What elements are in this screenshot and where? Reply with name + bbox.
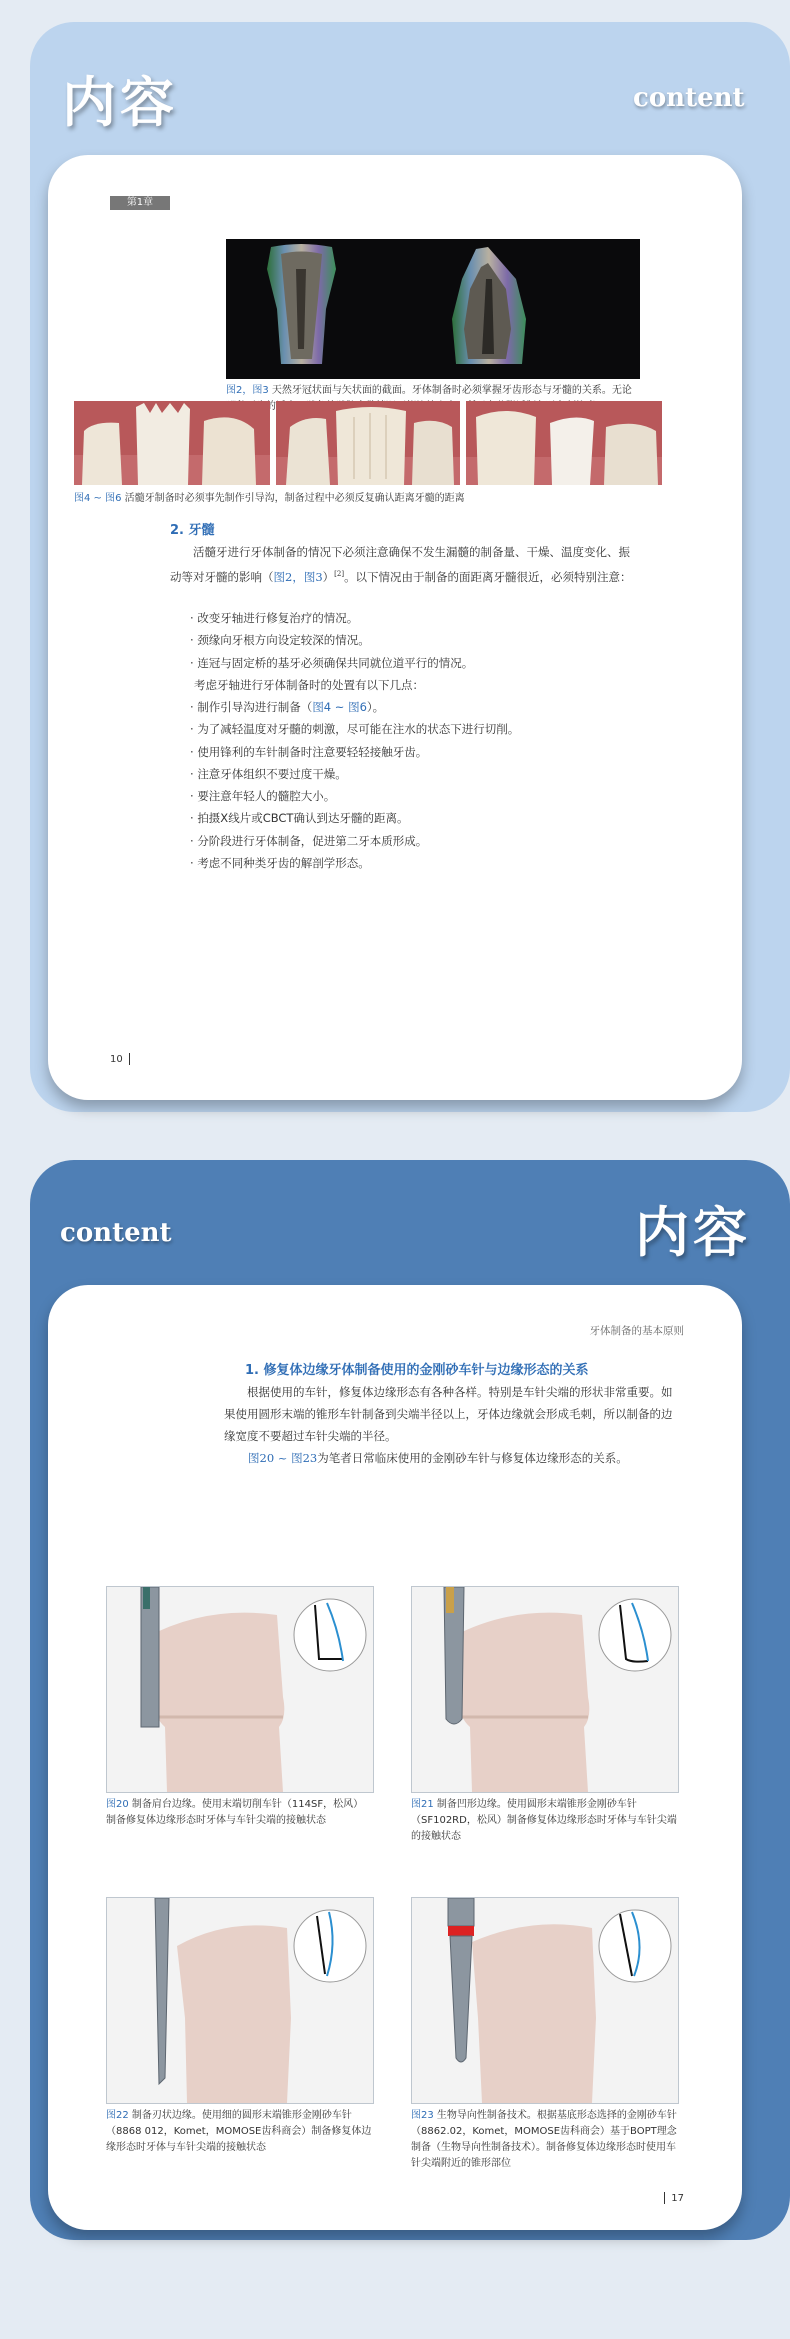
figure-ref-22: 图22: [106, 2110, 129, 2121]
bur-tooth-illustration-20: [107, 1587, 373, 1792]
list-item-text: ）。: [366, 700, 385, 714]
para-text: 为笔者日常临床使用的金刚砂车针与修复体边缘形态的关系。: [317, 1451, 628, 1465]
body-paragraph-pulp: [170, 541, 632, 588]
para-figure-ref: 图20 ~ 图23: [248, 1451, 318, 1465]
list-item: · 连冠与固定桥的基牙必须确保共同就位道平行的情况。: [190, 652, 473, 674]
para-text-b: ）: [322, 569, 335, 584]
body-paragraph-measures: 考虑牙轴进行牙体制备时的处置有以下几点：: [194, 678, 424, 692]
header-title-bottom: 内容: [635, 1200, 751, 1264]
list-item: · 考虑不同种类牙齿的解剖学形态。: [190, 852, 519, 874]
figure-23: [411, 1897, 679, 2104]
measures-list: [190, 696, 519, 874]
attention-list: [190, 607, 473, 674]
clinical-photo-5: [276, 401, 460, 485]
body-paragraph-figures: [248, 1447, 678, 1469]
list-item: · 为了减轻温度对牙髓的刺激，尽可能在注水的状态下进行切削。: [190, 718, 519, 740]
bur-tooth-illustration-23: [412, 1898, 678, 2103]
clinical-photo-6: [466, 401, 662, 485]
figure-caption-text-20: 制备肩台边缘。使用末端切削车针（114SF，松风）制备修复体边缘形态时牙体与车针尖端的接触状态: [106, 1799, 364, 1826]
figure-caption-23: [411, 2108, 677, 2172]
figure-ref-20: 图20: [106, 1799, 129, 1810]
figure-caption-20: [106, 1797, 372, 1829]
bur-tooth-illustration-22: [107, 1898, 373, 2103]
figure-22: [106, 1897, 374, 2104]
figure-caption-4-6: [74, 491, 664, 507]
clinical-photo-4: [74, 401, 270, 485]
citation-superscript: [2]: [334, 570, 345, 578]
figure-20: [106, 1586, 374, 1793]
page-number-text: 17: [671, 2193, 684, 2204]
chapter-tag: 第1章: [110, 196, 170, 210]
page-number-text: 10: [110, 1054, 123, 1065]
list-item: · 分阶段进行牙体制备，促进第二牙本质形成。: [190, 830, 519, 852]
figure-caption-text-22: 制备刃状边缘。使用细的圆形末端锥形金刚砂车针（8868 012，Komet，MOMOSE齿科商会）制备修复体边缘形态时牙体与车针尖端的接触状态: [106, 2110, 372, 2153]
list-item: · 拍摄X线片或CBCT确认到达牙髓的距离。: [190, 807, 519, 829]
list-item-text: 制作引导沟进行制备（: [197, 700, 313, 714]
list-item: [190, 696, 519, 718]
section-title-bur: 1. 修复体边缘牙体制备使用的金刚砂车针与边缘形态的关系: [245, 1363, 589, 1378]
tooth-section-illustration: [226, 239, 640, 379]
figure-caption-text-4-6: 活髓牙制备时必须事先制作引导沟，制备过程中必须反复确认距离牙髓的距离: [124, 493, 465, 504]
figure-caption-text-2-3: 天然牙冠状面与矢状面的截面。牙体制备时必须掌握牙齿形态与牙髓的关系。无论哪种牙齿的近中，髓 ，: [226, 385, 632, 412]
header-title-top: 内容: [62, 70, 178, 134]
figure-caption-22: [106, 2108, 372, 2156]
figure-caption-text-23: 生物导向性制备技术。根据基底形态选择的金刚砂车针（8862.02，Komet，MOMOSE齿科商会）基于BOPT理念制备（生物导向性制备技术）。制备修复体边缘形态时使用车针尖端附近的锥形部位: [411, 2110, 677, 2169]
para-text-a: 活髓牙进行牙体制备的情况下必须注意确保不发生漏髓的制备量、干燥、温度变化、振动等对牙髓的影响（: [170, 545, 630, 584]
para-figure-ref: 图2，图3: [273, 569, 323, 584]
guide-groove-illustration-6: [466, 401, 662, 485]
list-item: · 颈缘向牙根方向设定较深的情况。: [190, 629, 473, 651]
figure-caption-text-21: 制备凹形边缘。使用圆形末端锥形金刚砂车针（SF102RD，松风）制备修复体边缘形态时牙体与车针尖端的接触状态: [411, 1799, 677, 1842]
figure-ref-2-3: 图2，图3: [226, 385, 269, 396]
running-head: 牙体制备的基本原则: [589, 1325, 684, 1337]
figure-ref-21: 图21: [411, 1799, 434, 1810]
header-subtitle-top: content: [633, 83, 745, 113]
guide-groove-illustration-5: [276, 401, 460, 485]
header-subtitle-bottom: content: [60, 1218, 172, 1248]
list-item: · 要注意年轻人的髓腔大小。: [190, 785, 519, 807]
book-page-17: [48, 1285, 742, 2230]
page-number-10: [110, 1053, 136, 1065]
list-item-figure-ref: 图4 ~ 图6: [312, 700, 367, 714]
para-text-c: 。以下情况由于制备的面距离牙髓很近，必须特别注意：: [344, 569, 632, 584]
figure-ref-4-6: 图4 ~ 图6: [74, 493, 122, 504]
figure-21: [411, 1586, 679, 1793]
guide-groove-illustration-4: [74, 401, 270, 485]
page-number-17: [658, 2192, 684, 2204]
book-page-10: [48, 155, 742, 1100]
list-item: · 使用锋利的车针制备时注意要轻轻接触牙齿。: [190, 741, 519, 763]
list-item: · 改变牙轴进行修复治疗的情况。: [190, 607, 473, 629]
tooth-section-photo: [226, 239, 640, 379]
figure-ref-23: 图23: [411, 2110, 434, 2121]
figure-caption-21: [411, 1797, 677, 1845]
section-title-pulp: 2. 牙髓: [170, 523, 215, 538]
body-paragraph-bur: 根据使用的车针，修复体边缘形态有各种各样。特别是车针尖端的形状非常重要。如果使用圆形末端的锥形车针制备到尖端半径以上，牙体边缘就会形成毛刺，所以制备的边缘宽度不要超过车针尖端的半径。: [224, 1385, 673, 1443]
bur-tooth-illustration-21: [412, 1587, 678, 1792]
list-item: · 注意牙体组织不要过度干燥。: [190, 763, 519, 785]
